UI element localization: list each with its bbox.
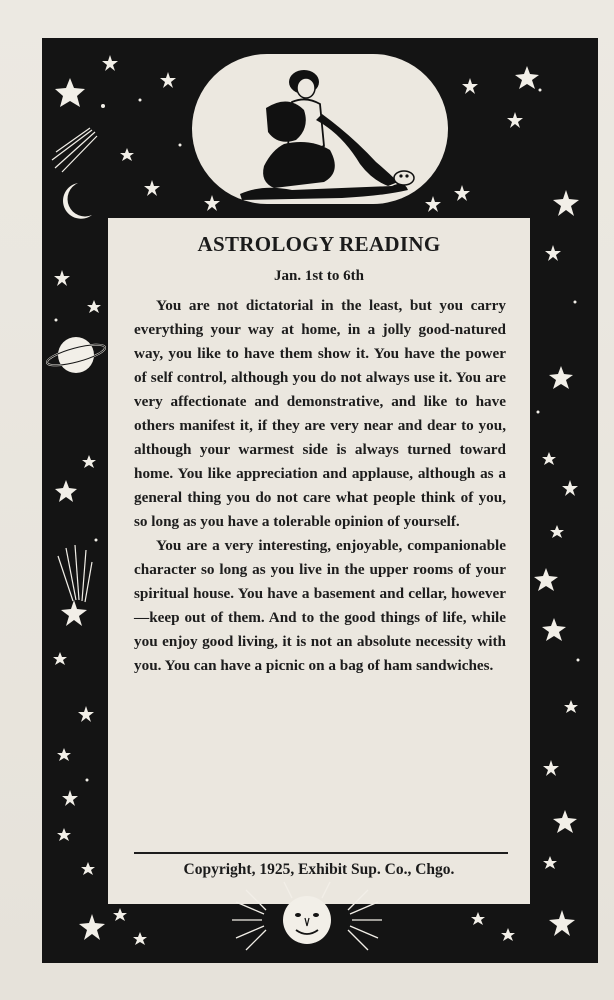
reading-panel <box>108 218 530 904</box>
star-icon <box>78 706 94 722</box>
star-icon <box>82 455 96 468</box>
ringed-planet-icon <box>45 337 107 373</box>
star-icon <box>62 790 78 806</box>
copyright-line: Copyright, 1925, Exhibit Sup. Co., Chgo. <box>183 861 455 878</box>
star-icon <box>120 148 134 161</box>
star-icon <box>54 270 70 286</box>
comet-icon <box>52 128 97 172</box>
star-icon <box>542 452 556 465</box>
star-icon <box>553 810 577 833</box>
star-icon <box>81 862 95 875</box>
star-icon <box>545 245 561 261</box>
star-icon <box>87 300 101 313</box>
star-icon <box>543 760 559 776</box>
star-icon <box>160 72 176 88</box>
sun-face-icon <box>232 880 382 960</box>
star-icon <box>61 600 87 626</box>
aquarius-water-bearer-icon <box>192 54 448 204</box>
star-icon <box>462 78 478 94</box>
aquarius-medallion <box>192 54 448 204</box>
star-icon <box>507 112 523 128</box>
star-icon <box>564 700 578 713</box>
star-icon <box>79 914 105 940</box>
star-icon <box>549 910 575 936</box>
star-icon <box>454 185 470 201</box>
star-icon <box>144 180 160 196</box>
star-icon <box>133 932 147 945</box>
star-icon <box>553 190 579 216</box>
star-icon <box>562 480 578 496</box>
comet-icon <box>58 545 92 602</box>
reading-title: ASTROLOGY READING <box>197 232 441 256</box>
star-icon <box>55 78 85 107</box>
star-icon <box>515 66 539 89</box>
star-icon <box>542 618 566 641</box>
star-icon <box>550 525 564 538</box>
star-icon <box>57 748 71 761</box>
crescent-moon-icon <box>63 183 92 219</box>
star-icon <box>549 366 573 389</box>
star-icon <box>53 652 67 665</box>
star-icon <box>113 908 127 921</box>
star-icon <box>55 480 77 502</box>
star-icon <box>471 912 485 925</box>
reading-body <box>134 294 506 678</box>
star-icon <box>102 55 118 71</box>
star-icon <box>501 928 515 941</box>
star-icon <box>534 568 558 591</box>
star-icon <box>543 856 557 869</box>
date-range: Jan. 1st to 6th <box>273 268 364 284</box>
reading-paragraph: You are not dictatorial in the least, but you carry everything your way at home, in a jolly good-natured way, you like to have them show it. You have the power of self control, although you do not always use it. You are very affectionate and demonstrative, and like to have others manifest it, if they are very near and dear to you, although your warmest side is always turned toward home. You like appreciation and applause, although as a general thing you do not care what people think of you, so long as you have a tolerable opinion of yourself. <box>134 297 506 530</box>
divider <box>134 852 508 854</box>
star-icon <box>57 828 71 841</box>
reading-paragraph: You are a very interesting, enjoyable, companionable character so long as you live in the upper rooms of your spiritual house. You have a basement and cellar, however—keep out of them. And to the good things of life, while you enjoy good living, it is not an absolute necessity with you. You can have a picnic on a bag of ham sandwiches. <box>134 537 506 674</box>
